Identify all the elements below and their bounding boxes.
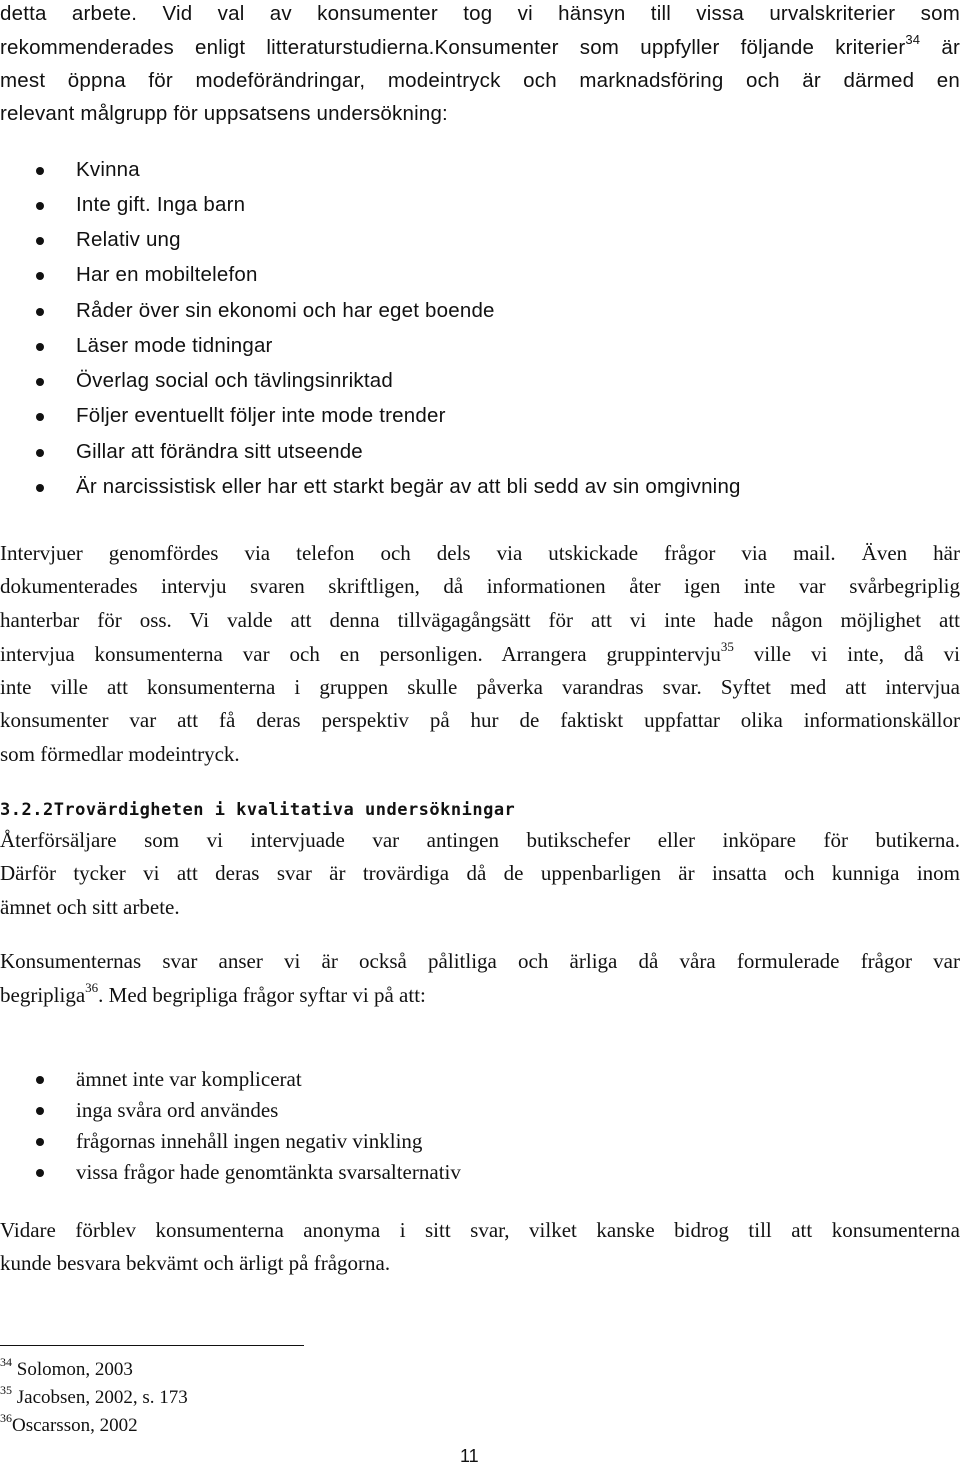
consumers-line-2-text: begripliga (0, 983, 86, 1007)
closing-line-1: Vidare förblev konsumenterna anonyma i sitt svar, vilket kanske bidrog till att konsumenterna (0, 1218, 960, 1242)
interviews-line-7: som förmedlar modeintryck. (0, 742, 240, 766)
interviews-line-4 (0, 639, 960, 667)
bullet-icon (36, 378, 44, 386)
intro-line-3: mest öppna för modeförändringar, modeintryck och marknadsföring och är därmed en (0, 69, 960, 92)
footnote-36: $^{36}$Oscarsson, 2002 (0, 1410, 138, 1436)
retailers-line-3: ämnet och sitt arbete. (0, 895, 180, 919)
intro-line-2-text: rekommenderades enligt litteraturstudierna.Konsumenter som uppfyller följande kriterier (0, 36, 906, 59)
bullet-icon (36, 237, 44, 245)
intro-line-1: detta arbete. Vid val av konsumenter tog vi hänsyn till vissa urvalskriterier som (0, 2, 960, 25)
interviews-line-4-end: ville vi inte, då vi (733, 642, 960, 666)
bullet-icon (36, 449, 44, 457)
footnote-divider (0, 1345, 304, 1346)
intro-line-2 (0, 32, 960, 60)
page-number: 11 (460, 1446, 479, 1466)
bullet-icon (36, 1076, 44, 1084)
retailers-line-1: Återförsäljare som vi intervjuade var antingen butikschefer eller inköpare för butikerna. (0, 828, 960, 852)
bullet-icon (36, 343, 44, 351)
interviews-line-2: dokumenterades intervju svaren skriftligen, då informationen åter igen inte var svårbegriplig (0, 574, 960, 598)
section-heading (0, 800, 515, 820)
bullet-icon (36, 202, 44, 210)
closing-line-2: kunde besvara bekvämt och ärligt på frågorna. (0, 1251, 391, 1275)
bullet-icon (36, 484, 44, 492)
footnote-ref-34: 34 (905, 32, 921, 48)
bullet-icon (36, 1169, 44, 1177)
bullet-icon (36, 1107, 44, 1115)
section-number: 3.2.2 (0, 800, 54, 820)
footnote-ref-35: 35 (720, 639, 734, 654)
interviews-line-5: inte ville att konsumenterna i gruppen skulle påverka varandras svar. Syftet med att intervjua (0, 675, 960, 699)
bullet-icon (36, 272, 44, 280)
consumers-line-2-end: . Med begripliga frågor syftar vi på att: (98, 983, 426, 1007)
footnote-35: $^{35}$ Jacobsen, 2002, s. 173 (0, 1382, 188, 1408)
retailers-line-2: Därför tycker vi att deras svar är trovärdiga då de uppenbarligen är insatta och kunniga inom (0, 861, 960, 885)
bullet-icon (36, 1138, 44, 1146)
consumers-line-1: Konsumenternas svar anser vi är också pålitliga och ärliga då våra formulerade frågor var (0, 949, 960, 973)
section-title: Trovärdigheten i kvalitativa undersökningar (53, 800, 516, 820)
bullet-icon (36, 167, 44, 175)
interviews-line-1: Intervjuer genomfördes via telefon och dels via utskickade frågor via mail. Även här (0, 541, 960, 565)
intro-line-4: relevant målgrupp för uppsatsens undersökning: (0, 102, 448, 125)
interviews-line-4-text: intervjua konsumenterna var och en personligen. Arrangera gruppintervju (0, 642, 721, 666)
bullet-icon (36, 308, 44, 316)
intro-line-2-end: är (920, 36, 960, 59)
consumers-line-2 (0, 980, 960, 1008)
footnote-34: $^{34}$ Solomon, 2003 (0, 1354, 133, 1380)
footnote-ref-36: 36 (85, 980, 99, 995)
bullet-icon (36, 413, 44, 421)
interviews-line-3: hanterbar för oss. Vi valde att denna tillvägagångsätt för att vi inte hade någon möjlighet att (0, 608, 960, 632)
interviews-line-6: konsumenter var att få deras perspektiv på hur de faktiskt uppfattar olika informationskällor (0, 708, 960, 732)
